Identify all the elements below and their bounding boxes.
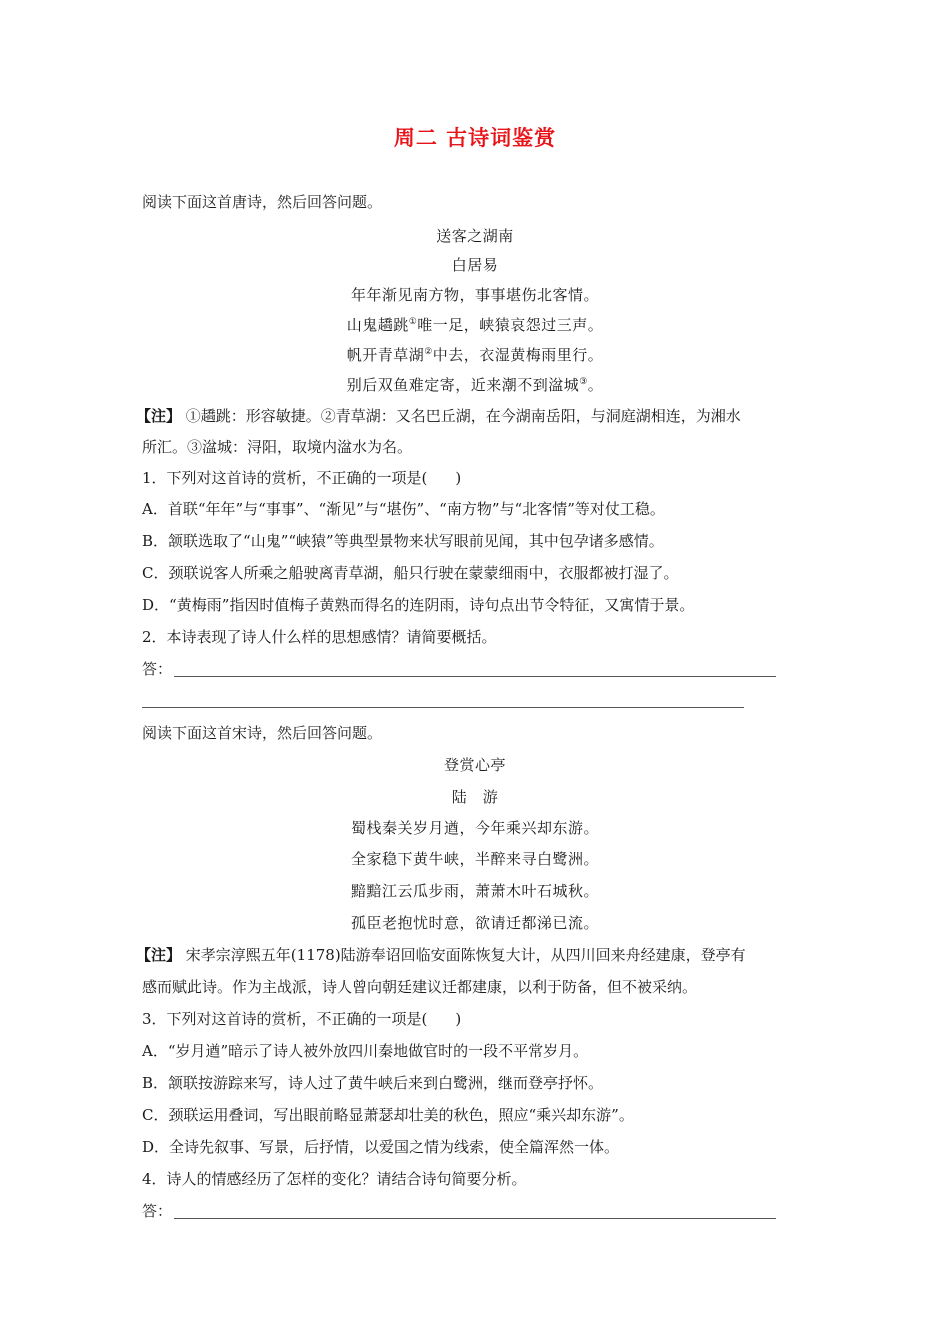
q1-option-a: A．首联“年年”与“事事”、“渐见”与“堪伤”、“南方物”与“北客情”等对仗工稳。 xyxy=(142,500,665,518)
poem2-line3: 黯黯江云瓜步雨，萧萧木叶石城秋。 xyxy=(350,882,599,900)
poem1-title: 送客之湖南 xyxy=(436,227,514,245)
poem2-note-line2: 感而赋此诗。作为主战派，诗人曾向朝廷建议迁都建康，以利于防备，但不被采纳。 xyxy=(142,978,698,996)
q3-option-c: C．颈联运用叠词，写出眼前略显萧瑟却壮美的秋色，照应“乘兴却东游”。 xyxy=(142,1106,634,1124)
section2-intro: 阅读下面这首宋诗，然后回答问题。 xyxy=(142,724,383,742)
poem1-line1: 年年渐见南方物，事事堪伤北客情。 xyxy=(350,286,599,304)
q4-answer-label: 答： xyxy=(142,1202,173,1220)
poem1-line2: 山鬼趫跳①唯一足，峡猿哀怨过三声。 xyxy=(346,316,604,334)
footnote-marker: ③ xyxy=(579,377,588,387)
q3-option-b: B．颔联按游踪来写，诗人过了黄牛峡后来到白鹭洲，继而登亭抒怀。 xyxy=(142,1074,604,1092)
poem1-author: 白居易 xyxy=(451,256,499,274)
question-4: 4．诗人的情感经历了怎样的变化？请结合诗句简要分析。 xyxy=(142,1170,527,1188)
page-title: 周二 古诗词鉴赏 xyxy=(393,126,557,150)
q2-answer-label: 答： xyxy=(142,660,173,678)
poem1-line4: 别后双鱼难定寄，近来潮不到湓城③。 xyxy=(346,376,604,394)
poem2-line4: 孤臣老抱忧时意，欲请迁都涕已流。 xyxy=(350,914,599,932)
poem2-line1: 蜀栈秦关岁月遒，今年乘兴却东游。 xyxy=(350,819,599,837)
question-2: 2．本诗表现了诗人什么样的思想感情？请简要概括。 xyxy=(142,628,497,646)
poem2-author: 陆 游 xyxy=(451,788,499,806)
poem1-line3: 帆开青草湖②中去，衣湿黄梅雨里行。 xyxy=(346,346,604,364)
q2-answer-blank-2[interactable] xyxy=(142,707,744,708)
q3-option-a: A．“岁月遒”暗示了诗人被外放四川秦地做官时的一段不平常岁月。 xyxy=(142,1042,589,1060)
q2-answer-blank-1[interactable] xyxy=(174,676,776,677)
q1-option-c: C．颈联说客人所乘之船驶离青草湖，船只行驶在蒙蒙细雨中，衣服都被打湿了。 xyxy=(142,564,679,582)
section1-intro: 阅读下面这首唐诗，然后回答问题。 xyxy=(142,193,383,211)
poem1-note-line2: 所汇。③湓城：浔阳，取境内湓水为名。 xyxy=(142,438,413,456)
q4-answer-blank[interactable] xyxy=(174,1218,776,1219)
poem2-note-line1: 【注】 宋孝宗淳熙五年(1178)陆游奉诏回临安面陈恢复大计，从四川回来舟经建康，登亭有 xyxy=(136,946,746,964)
q1-option-d: D．“黄梅雨”指因时值梅子黄熟而得名的连阴雨，诗句点出节令特征，又寓情于景。 xyxy=(142,596,695,614)
footnote-marker: ② xyxy=(424,347,433,357)
note-tag: 【注】 xyxy=(136,946,182,964)
question-1: 1．下列对这首诗的赏析，不正确的一项是( ) xyxy=(142,469,462,487)
q3-option-d: D．全诗先叙事、写景，后抒情，以爱国之情为线索，使全篇浑然一体。 xyxy=(142,1138,620,1156)
poem2-line2: 全家稳下黄牛峡，半醉来寻白鹭洲。 xyxy=(350,850,599,868)
footnote-marker: ① xyxy=(408,317,418,327)
poem2-title: 登赏心亭 xyxy=(443,756,506,774)
note-tag: 【注】 xyxy=(136,407,182,425)
q1-option-b: B．颔联选取了“山鬼”“峡猿”等典型景物来状写眼前见闻，其中包孕诸多感情。 xyxy=(142,532,664,550)
question-3: 3．下列对这首诗的赏析，不正确的一项是( ) xyxy=(142,1010,462,1028)
poem1-note-line1: 【注】 ①趫跳：形容敏捷。②青草湖：又名巴丘湖，在今湖南岳阳，与洞庭湖相连，为湘水 xyxy=(136,407,741,425)
